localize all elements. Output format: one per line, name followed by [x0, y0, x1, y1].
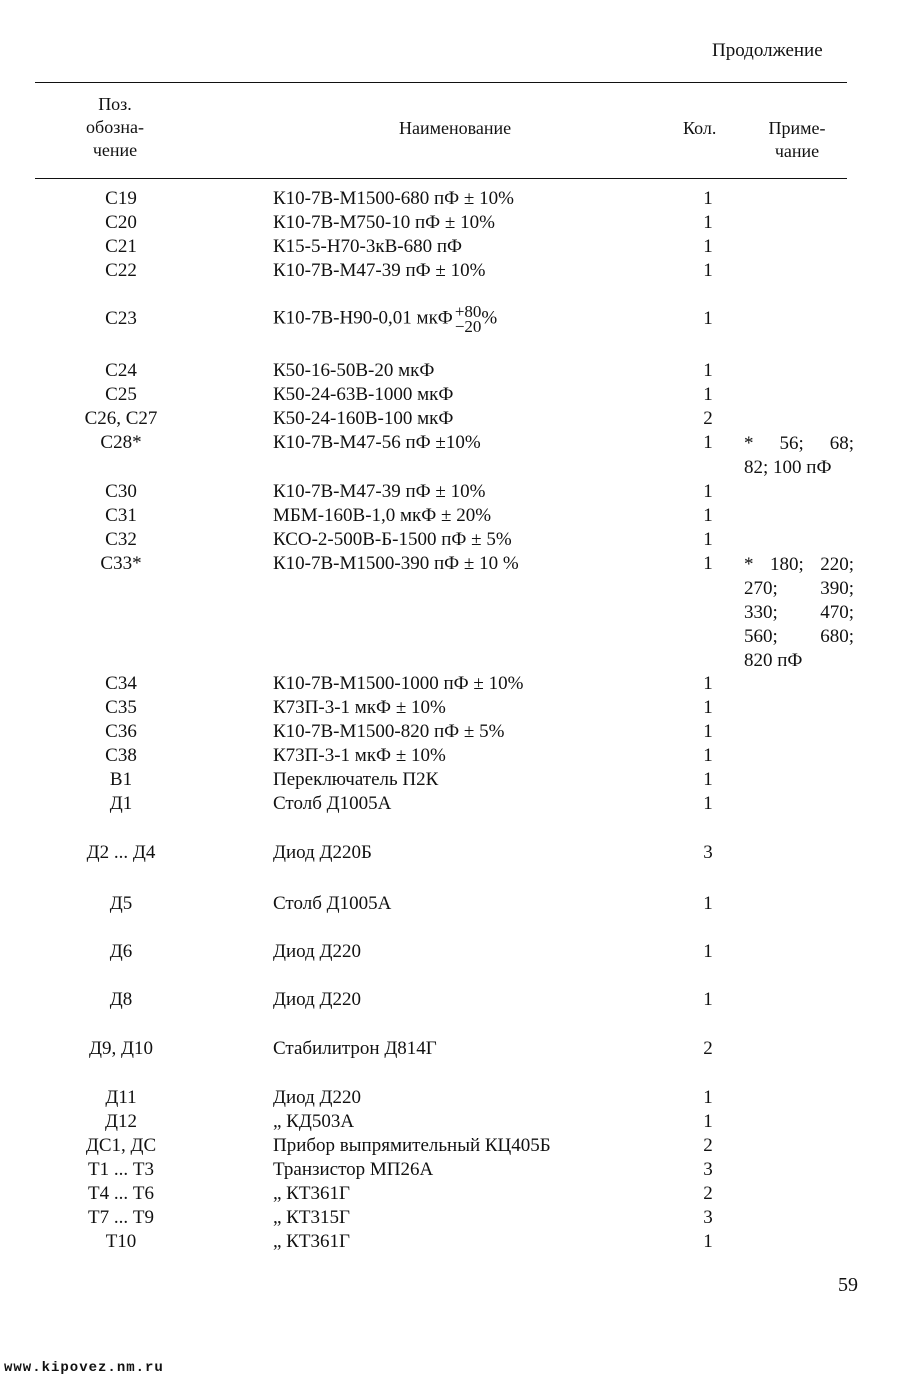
header-note — [752, 117, 842, 163]
row-name: Диод Д220 — [273, 941, 361, 962]
tolerance-fraction — [455, 304, 482, 334]
row-position: Д6 — [109, 941, 133, 962]
row-note — [744, 553, 854, 673]
table-row — [0, 673, 900, 697]
row-position: Т1 ... Т3 — [88, 1159, 154, 1180]
table-row — [0, 236, 900, 260]
tolerance-unit: % — [481, 307, 498, 329]
table-row — [0, 1087, 900, 1111]
continuation-label: Продолжение — [712, 40, 823, 61]
table-row — [0, 188, 900, 212]
table-row — [0, 893, 900, 917]
row-note — [744, 432, 854, 480]
row-quantity: 1 — [703, 308, 713, 329]
row-position: С34 — [105, 673, 137, 694]
table-row — [0, 1135, 900, 1159]
row-quantity: 1 — [703, 236, 713, 257]
row-name: К50-24-160В-100 мкФ — [273, 408, 454, 429]
row-quantity: 1 — [703, 745, 713, 766]
row-name: Диод Д220 — [273, 989, 361, 1010]
row-position: С25 — [105, 384, 137, 405]
row-name: К50-16-50В-20 мкФ — [273, 360, 435, 381]
table-row — [0, 989, 900, 1013]
row-quantity: 1 — [703, 360, 713, 381]
row-quantity: 3 — [703, 842, 713, 863]
table-row — [0, 481, 900, 505]
row-position: С36 — [105, 721, 137, 742]
row-quantity: 2 — [703, 408, 713, 429]
table-row — [0, 432, 900, 478]
row-position: ДС1, ДС — [85, 1135, 157, 1156]
table-row — [0, 1231, 900, 1255]
row-quantity: 1 — [703, 188, 713, 209]
row-position: С26, С27 — [84, 408, 158, 429]
row-position: С23 — [105, 308, 137, 329]
row-quantity: 1 — [703, 553, 713, 574]
table-row — [0, 769, 900, 793]
table-row — [0, 505, 900, 529]
row-name: К10-7В-М47-39 пФ ± 10% — [273, 481, 486, 502]
table-header-rule — [35, 178, 847, 179]
row-name: К10-7В-М47-56 пФ ±10% — [273, 432, 481, 453]
row-name: К10-7В-М1500-1000 пФ ± 10% — [273, 673, 524, 694]
row-name: Диод Д220Б — [273, 842, 372, 863]
row-name: К10-7В-М1500-820 пФ ± 5% — [273, 721, 505, 742]
row-position: С24 — [105, 360, 137, 381]
row-position: Т4 ... Т6 — [88, 1183, 154, 1204]
table-row — [0, 1111, 900, 1135]
header-name: Наименование — [399, 118, 512, 138]
row-name: „ КД503А — [273, 1111, 355, 1132]
footer-url: www.kipovez.nm.ru — [4, 1360, 164, 1376]
row-position: С28* — [100, 432, 142, 453]
row-quantity: 2 — [703, 1183, 713, 1204]
row-position: Т10 — [105, 1231, 137, 1252]
row-name: „ КТ361Г — [273, 1183, 350, 1204]
header-note-line: чание — [774, 141, 820, 161]
row-quantity: 1 — [703, 481, 713, 502]
row-name: К10-7В-М750-10 пФ ± 10% — [273, 212, 495, 233]
header-note-line: Приме- — [768, 118, 826, 138]
row-quantity: 2 — [703, 1038, 713, 1059]
row-quantity: 2 — [703, 1135, 713, 1156]
row-position: Д9, Д10 — [89, 1038, 153, 1059]
row-position: С32 — [105, 529, 137, 550]
row-name: К50-24-63В-1000 мкФ — [273, 384, 454, 405]
row-name — [273, 304, 497, 334]
table-row — [0, 384, 900, 408]
row-position: Т7 ... Т9 — [88, 1207, 154, 1228]
table-top-rule — [35, 82, 847, 83]
table-row — [0, 360, 900, 384]
row-quantity: 1 — [703, 1087, 713, 1108]
table-row — [0, 408, 900, 432]
row-quantity: 1 — [703, 697, 713, 718]
row-position: В1 — [109, 769, 133, 790]
row-name: К73П-3-1 мкФ ± 10% — [273, 697, 446, 718]
row-position: С20 — [105, 212, 137, 233]
row-note-line: * 56; 68; — [744, 433, 854, 454]
row-name: К15-5-Н70-3кВ-680 пФ — [273, 236, 463, 257]
row-name-text: К10-7В-Н90-0,01 мкФ — [273, 307, 453, 329]
table-row — [0, 553, 900, 671]
table-row — [0, 1183, 900, 1207]
table-row — [0, 529, 900, 553]
row-position: Д5 — [109, 893, 133, 914]
row-name: МБМ-160В-1,0 мкФ ± 20% — [273, 505, 492, 526]
header-position-line: чение — [92, 140, 138, 160]
row-quantity: 1 — [703, 989, 713, 1010]
row-quantity: 1 — [703, 893, 713, 914]
row-quantity: 1 — [703, 941, 713, 962]
row-note-line: 560; 680; — [744, 626, 854, 647]
row-quantity: 1 — [703, 529, 713, 550]
row-position: Д8 — [109, 989, 133, 1010]
table-row — [0, 212, 900, 236]
row-name: К10-7В-М1500-680 пФ ± 10% — [273, 188, 514, 209]
row-quantity: 1 — [703, 793, 713, 814]
row-position: Д11 — [105, 1087, 137, 1108]
table-row — [0, 793, 900, 817]
row-note-line: 270; 390; — [744, 578, 854, 599]
row-quantity: 1 — [703, 384, 713, 405]
header-position-line: обозна- — [86, 117, 144, 137]
tolerance-lower: −20 — [454, 317, 482, 336]
table-row — [0, 941, 900, 965]
row-note-line: 82; 100 пФ — [744, 457, 832, 478]
row-position: С38 — [105, 745, 137, 766]
row-position: С31 — [105, 505, 137, 526]
table-row — [0, 721, 900, 745]
page-number: 59 — [838, 1274, 858, 1296]
row-name: Столб Д1005А — [273, 893, 392, 914]
row-note-line: 820 пФ — [744, 650, 803, 671]
row-quantity: 3 — [703, 1207, 713, 1228]
tolerance-upper: +80 — [454, 302, 482, 321]
row-name: Стабилитрон Д814Г — [273, 1038, 437, 1059]
table-row — [0, 260, 900, 284]
row-quantity: 1 — [703, 673, 713, 694]
row-name: Переключатель П2К — [273, 769, 439, 790]
row-name: „ КТ315Г — [273, 1207, 350, 1228]
row-name: К10-7В-М1500-390 пФ ± 10 % — [273, 553, 519, 574]
row-name: Диод Д220 — [273, 1087, 361, 1108]
row-note-line: * 180; 220; — [744, 554, 854, 575]
table-row — [0, 697, 900, 721]
row-quantity: 1 — [703, 212, 713, 233]
table-row — [0, 1159, 900, 1183]
row-position: С35 — [105, 697, 137, 718]
header-quantity: Кол. — [683, 118, 717, 138]
row-quantity: 1 — [703, 432, 713, 453]
row-name: Столб Д1005А — [273, 793, 392, 814]
row-quantity: 3 — [703, 1159, 713, 1180]
header-position — [70, 93, 160, 162]
table-row — [0, 745, 900, 769]
row-position: Д2 ... Д4 — [86, 842, 156, 863]
table-row — [0, 1207, 900, 1231]
table-row — [0, 842, 900, 866]
row-name: Прибор выпрямительный КЦ405Б — [273, 1135, 551, 1156]
row-position: С19 — [105, 188, 137, 209]
row-position: С22 — [105, 260, 137, 281]
table-row — [0, 302, 900, 336]
row-quantity: 1 — [703, 769, 713, 790]
row-position: С33* — [100, 553, 142, 574]
row-quantity: 1 — [703, 505, 713, 526]
row-name: Транзистор МП26А — [273, 1159, 434, 1180]
row-name: К10-7В-М47-39 пФ ± 10% — [273, 260, 486, 281]
row-name: „ КТ361Г — [273, 1231, 350, 1252]
row-quantity: 1 — [703, 721, 713, 742]
row-quantity: 1 — [703, 260, 713, 281]
row-position: С21 — [105, 236, 137, 257]
row-position: С30 — [105, 481, 137, 502]
row-position: Д1 — [109, 793, 133, 814]
header-position-line: Поз. — [98, 94, 132, 114]
row-note-line: 330; 470; — [744, 602, 854, 623]
row-name: К73П-3-1 мкФ ± 10% — [273, 745, 446, 766]
row-quantity: 1 — [703, 1231, 713, 1252]
table-row — [0, 1038, 900, 1062]
row-position: Д12 — [105, 1111, 137, 1132]
row-name: КСО-2-500В-Б-1500 пФ ± 5% — [273, 529, 512, 550]
row-quantity: 1 — [703, 1111, 713, 1132]
